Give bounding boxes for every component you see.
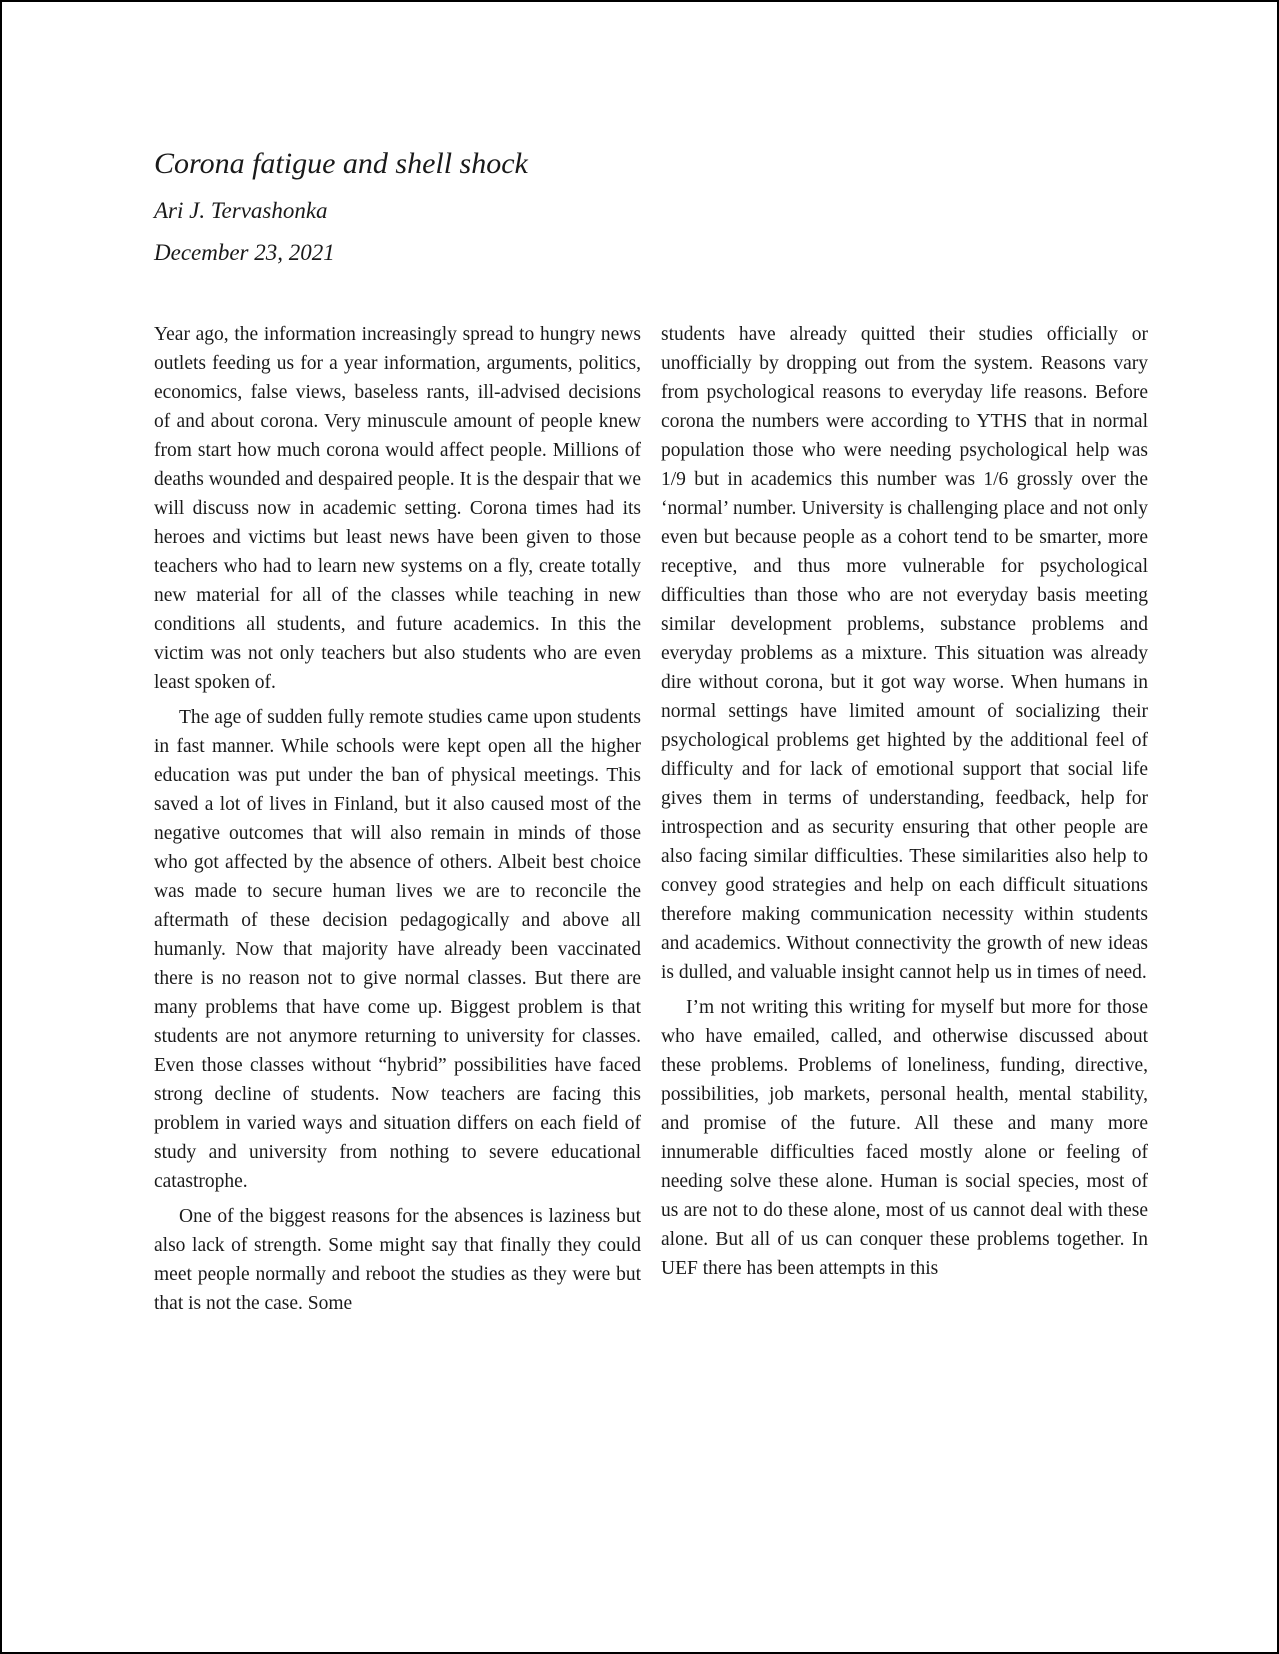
- document-title: Corona fatigue and shell shock: [154, 147, 528, 180]
- paragraph: I’m not writing this writing for myself but more for those who have emailed, called, and otherwise discussed about these problems. Problems of loneliness, funding, directive, possibilities, job markets, personal health, mental stability, and promise of the future. All these and many more innumerable difficulties faced mostly alone or feeling of needing solve these alone. Human is social species, most of us are not to do these alone, most of us cannot deal with these alone. But all of us can conquer these problems together. In UEF there has been attempts in this: [661, 997, 1148, 1279]
- title-block: [154, 144, 528, 268]
- document-author: Ari J. Tervashonka: [154, 198, 328, 223]
- left-column: [154, 320, 641, 1324]
- paragraph: One of the biggest reasons for the absences is laziness but also lack of strength. Some might say that finally they could meet people normally and reboot the studies as they were but that is not the case. Some: [154, 1206, 641, 1314]
- document-date: December 23, 2021: [154, 240, 335, 265]
- right-column: [661, 320, 1148, 1324]
- paragraph-continued: students have already quitted their studies officially or unofficially by dropping out from the system. Reasons vary from psychological reasons to everyday life reasons. Before corona the numbers were according to YTHS that in normal population those who were needing psychological help was 1/9 but in academics this number was 1/6 grossly over the ‘normal’ number. University is challenging place and not only even but because people as a cohort tend to be smarter, more receptive, and thus more vulnerable for psychological difficulties than those who are not everyday basis meeting similar development problems, substance problems and everyday problems as a mixture. This situation was already dire without corona, but it got way worse. When humans in normal settings have limited amount of socializing their psychological problems get highted by the additional feel of difficulty and for lack of emotional support that social life gives them in terms of understanding, feedback, help for introspection and as security ensuring that other people are also facing similar difficulties. These similarities also help to convey good strategies and help on each difficult situations therefore making communication necessity within students and academics. Without connectivity the growth of new ideas is dulled, and valuable insight cannot help us in times of need.: [661, 324, 1148, 983]
- paragraph: Year ago, the information increasingly spread to hungry news outlets feeding us for a year information, arguments, politics, economics, false views, baseless rants, ill-advised decisions of and about corona. Very minuscule amount of people knew from start how much corona would affect people. Millions of deaths wounded and despaired people. It is the despair that we will discuss now in academic setting. Corona times had its heroes and victims but least news have been given to those teachers who had to learn new systems on a fly, create totally new material for all of the classes while teaching in new conditions all students, and future academics. In this the victim was not only teachers but also students who are even least spoken of.: [154, 324, 641, 693]
- paragraph: The age of sudden fully remote studies came upon students in fast manner. While schools were kept open all the higher education was put under the ban of physical meetings. This saved a lot of lives in Finland, but it also caused most of the negative outcomes that will also remain in minds of those who got affected by the absence of others. Albeit best choice was made to secure human lives we are to reconcile the aftermath of these decision pedagogically and above all humanly. Now that majority have already been vaccinated there is no reason not to give normal classes. But there are many problems that have come up. Biggest problem is that students are not anymore returning to university for classes. Even those classes without “hybrid” possibilities have faced strong decline of students. Now teachers are facing this problem in varied ways and situation differs on each field of study and university from nothing to severe educational catastrophe.: [154, 707, 641, 1192]
- body-columns: [154, 320, 1148, 1324]
